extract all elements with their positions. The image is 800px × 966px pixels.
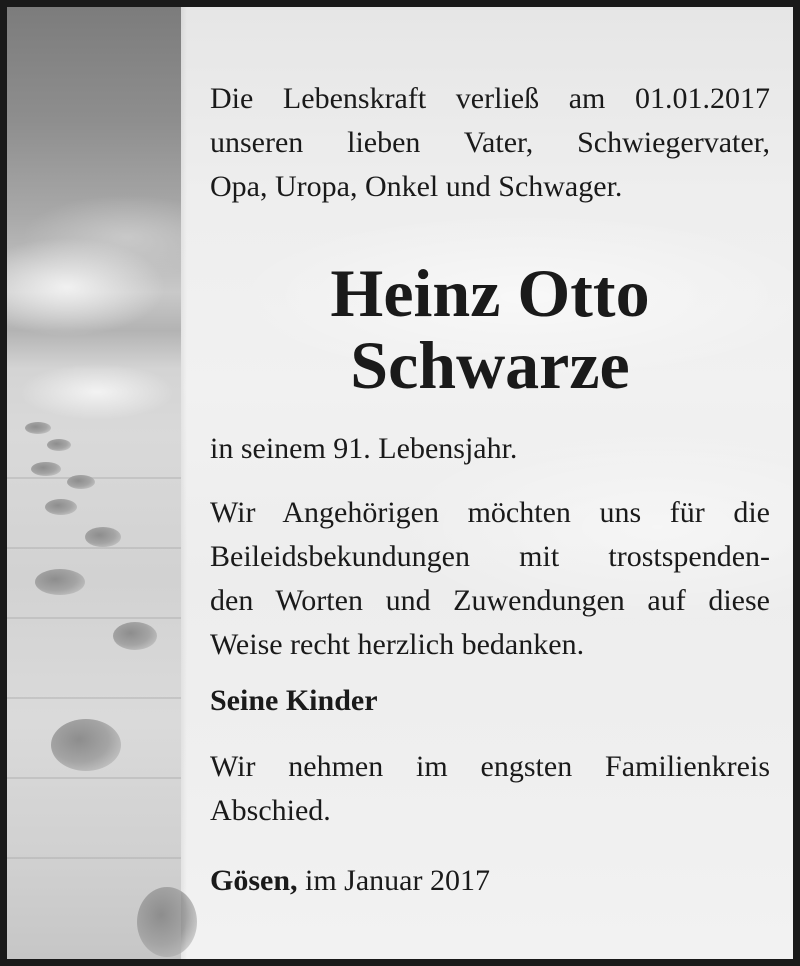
deceased-name-first: Heinz Otto bbox=[330, 255, 650, 331]
footprint-icon bbox=[137, 887, 197, 957]
farewell-line: Wir nehmen im engsten Familienkreis bbox=[210, 750, 770, 783]
thanks-line: Weise recht herzlich bedanken. bbox=[210, 628, 585, 661]
age-text: in seinem 91. Lebensjahr. bbox=[210, 432, 518, 465]
footprint-icon bbox=[25, 422, 51, 434]
age-line bbox=[210, 427, 770, 471]
thanks-line: Wir Angehörigen möchten uns für die bbox=[210, 496, 770, 529]
thanks-line: den Worten und Zuwendungen auf diese bbox=[210, 584, 770, 617]
farewell-line: Abschied. bbox=[210, 794, 331, 827]
footprint-icon bbox=[35, 569, 85, 595]
signature-text: Seine Kinder bbox=[210, 684, 378, 717]
deceased-name-last: Schwarze bbox=[350, 327, 630, 403]
footprint-icon bbox=[31, 462, 61, 476]
place: Gösen, bbox=[210, 864, 298, 897]
footprint-icon bbox=[51, 719, 121, 771]
footprint-icon bbox=[47, 439, 71, 451]
date: im Januar 2017 bbox=[297, 864, 490, 897]
footprint-icon bbox=[67, 475, 95, 489]
place-date-line bbox=[210, 859, 770, 903]
footprints-in-sand-image bbox=[7, 7, 181, 959]
notice-text bbox=[210, 77, 770, 903]
footprint-icon bbox=[113, 622, 157, 650]
footprint-icon bbox=[85, 527, 121, 547]
thanks-paragraph bbox=[210, 491, 770, 667]
photo-edge-shadow bbox=[181, 7, 187, 959]
intro-line: Die Lebenskraft verließ am 01.01.2017 bbox=[210, 82, 770, 115]
farewell-paragraph bbox=[210, 745, 770, 833]
signature bbox=[210, 679, 770, 723]
intro-line: unseren lieben Vater, Schwiegervater, bbox=[210, 126, 770, 159]
thanks-line: Beileidsbekundungen mit trostspenden- bbox=[210, 540, 770, 573]
footprint-icon bbox=[45, 499, 77, 515]
intro-line: Opa, Uropa, Onkel und Schwager. bbox=[210, 170, 623, 203]
intro-paragraph bbox=[210, 77, 770, 209]
